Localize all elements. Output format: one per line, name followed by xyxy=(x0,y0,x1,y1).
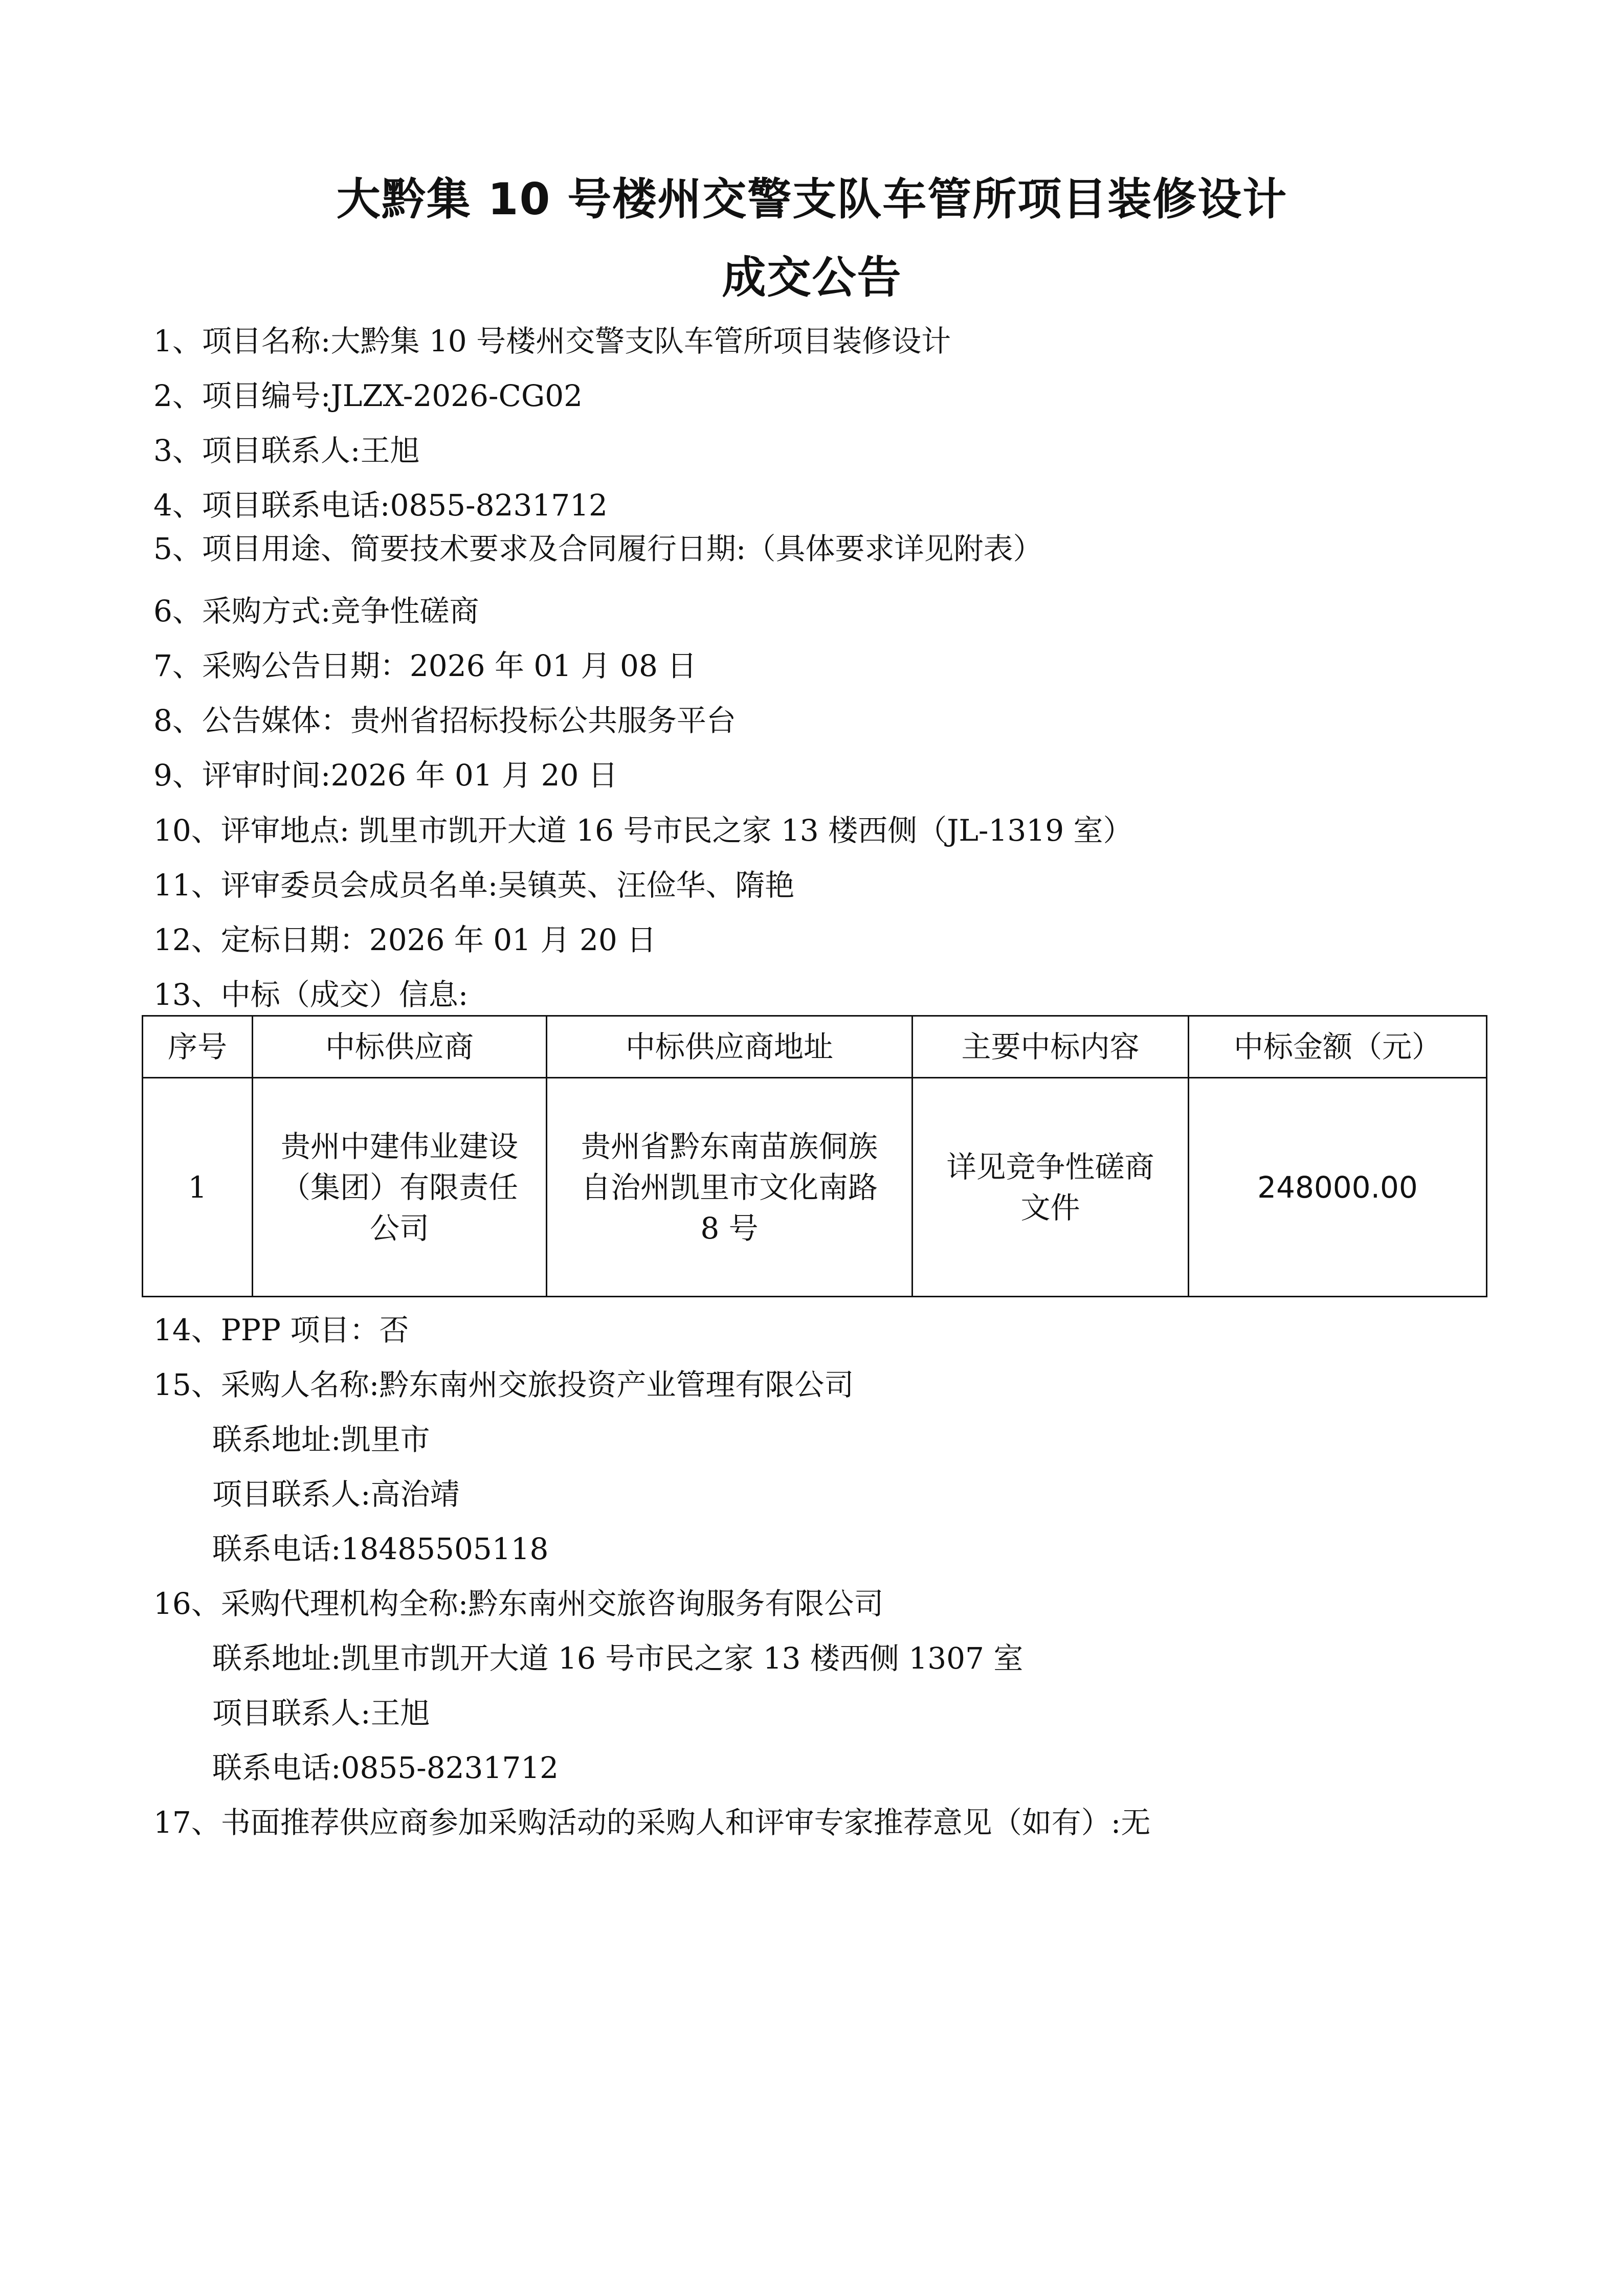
item-agency-address: 联系地址:凯里市凯开大道 16 号市民之家 13 楼西侧 1307 室 xyxy=(212,1641,1024,1676)
header-supplier: 中标供应商 xyxy=(253,1016,547,1078)
document-title: 大黔集 10 号楼州交警支队车管所项目装修设计 xyxy=(336,174,1288,225)
supplier-line: 公司 xyxy=(369,1210,429,1246)
item-purchaser-contact: 项目联系人:高治靖 xyxy=(212,1477,460,1512)
item-announcement-date: 7、采购公告日期：2026 年 01 月 08 日 xyxy=(153,648,697,683)
item-review-location: 10、评审地点: 凯里市凯开大道 16 号市民之家 13 楼西侧（JL-1319 室） xyxy=(153,813,1133,848)
item-project-purpose: 5、项目用途、简要技术要求及合同履行日期:（具体要求详见附表） xyxy=(153,531,1043,566)
item-award-date: 12、定标日期：2026 年 01 月 20 日 xyxy=(153,922,657,957)
item-agency-phone: 联系电话:0855-8231712 xyxy=(212,1750,559,1785)
award-table xyxy=(142,1015,1487,1297)
cell-supplier xyxy=(253,1078,547,1297)
item-award-info-heading: 13、中标（成交）信息: xyxy=(153,977,469,1012)
award-table-header-row xyxy=(143,1016,1487,1078)
content-line: 详见竞争性磋商 xyxy=(946,1149,1154,1184)
item-purchaser-name: 15、采购人名称:黔东南州交旅投资产业管理有限公司 xyxy=(153,1367,854,1402)
header-address: 中标供应商地址 xyxy=(547,1016,913,1078)
address-line: 8 号 xyxy=(700,1210,759,1246)
cell-no: 1 xyxy=(143,1078,253,1297)
cell-content xyxy=(913,1078,1189,1297)
cell-address xyxy=(547,1078,913,1297)
table-row xyxy=(143,1078,1487,1297)
item-ppp: 14、PPP 项目：否 xyxy=(153,1313,409,1347)
item-recommendation-opinion: 17、书面推荐供应商参加采购活动的采购人和评审专家推荐意见（如有）:无 xyxy=(153,1805,1151,1840)
item-project-phone: 4、项目联系电话:0855-8231712 xyxy=(153,488,608,523)
supplier-line: 贵州中建伟业建设 xyxy=(280,1129,518,1164)
item-agency-name: 16、采购代理机构全称:黔东南州交旅咨询服务有限公司 xyxy=(153,1586,884,1621)
address-line: 贵州省黔东南苗族侗族 xyxy=(581,1129,878,1164)
address-line: 自治州凯里市文化南路 xyxy=(581,1169,878,1205)
header-no: 序号 xyxy=(143,1016,253,1078)
item-project-number: 2、项目编号:JLZX-2026-CG02 xyxy=(153,378,583,413)
item-purchaser-phone: 联系电话:18485505118 xyxy=(212,1532,549,1566)
item-purchaser-address: 联系地址:凯里市 xyxy=(212,1422,430,1457)
item-project-contact: 3、项目联系人:王旭 xyxy=(153,433,420,468)
header-amount: 中标金额（元） xyxy=(1189,1016,1487,1078)
supplier-line: （集团）有限责任 xyxy=(280,1169,518,1205)
content-line: 文件 xyxy=(1020,1190,1080,1225)
header-content: 主要中标内容 xyxy=(913,1016,1189,1078)
item-announcement-media: 8、公告媒体：贵州省招标投标公共服务平台 xyxy=(153,703,736,738)
item-procurement-method: 6、采购方式:竞争性磋商 xyxy=(153,594,479,628)
item-review-committee: 11、评审委员会成员名单:吴镇英、汪俭华、隋艳 xyxy=(153,868,795,903)
item-project-name: 1、项目名称:大黔集 10 号楼州交警支队车管所项目装修设计 xyxy=(153,324,951,358)
document-subtitle: 成交公告 xyxy=(722,252,902,303)
cell-amount: 248000.00 xyxy=(1189,1078,1487,1297)
item-review-time: 9、评审时间:2026 年 01 月 20 日 xyxy=(153,758,618,793)
item-agency-contact: 项目联系人:王旭 xyxy=(212,1696,430,1730)
